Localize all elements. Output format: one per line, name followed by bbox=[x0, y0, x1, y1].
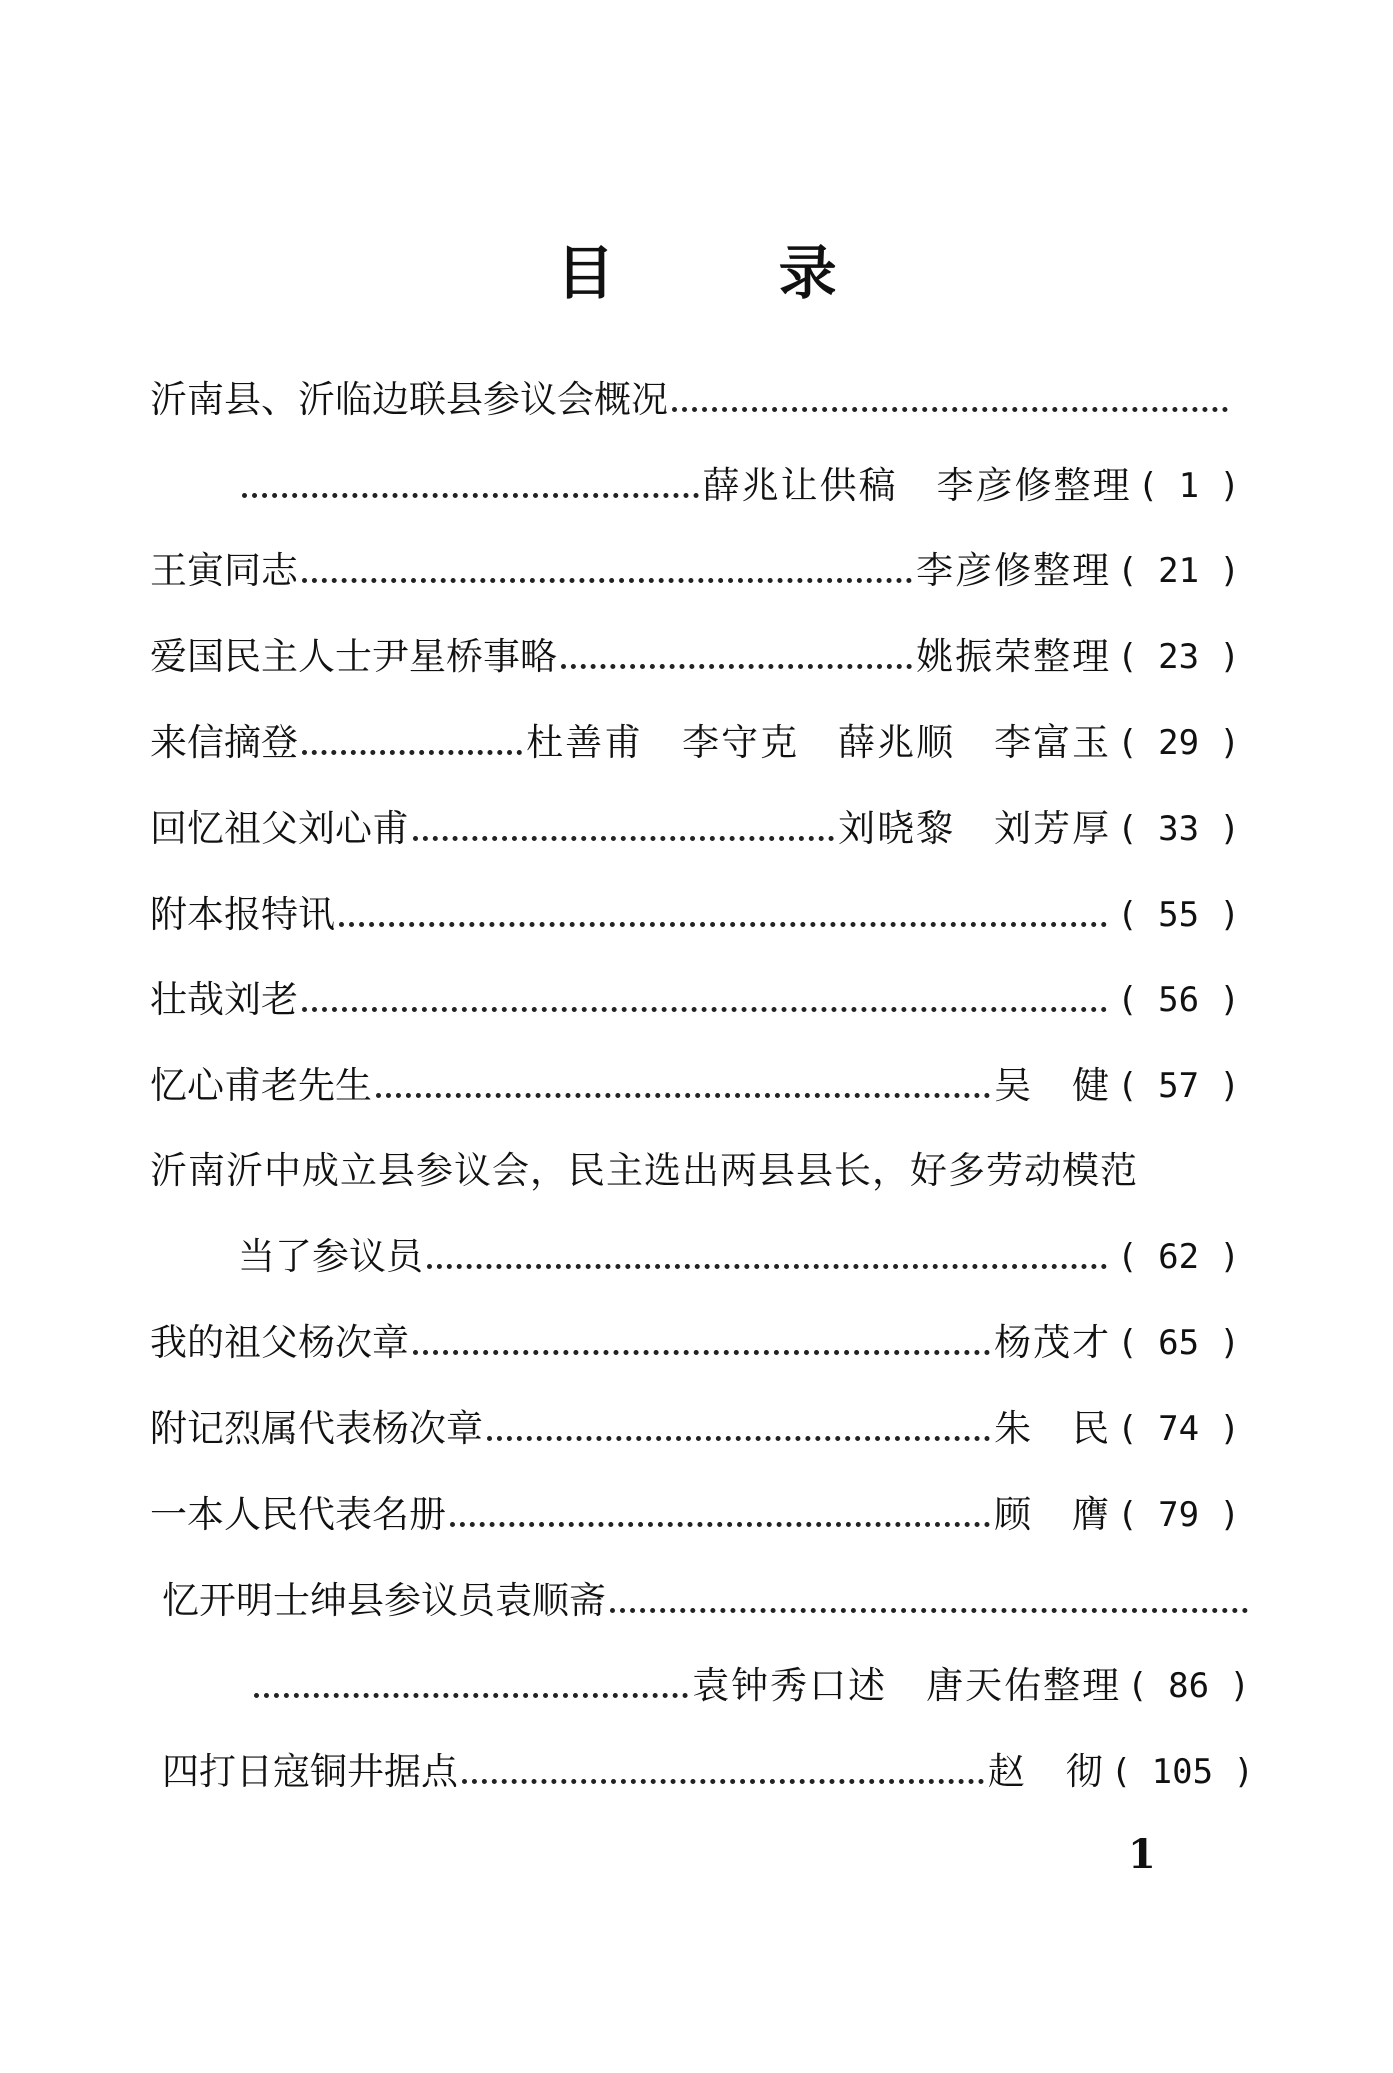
toc-entry-author: 顾 膺 bbox=[994, 1493, 1112, 1536]
toc-entry-author: 赵 彻 bbox=[987, 1750, 1105, 1793]
dot-leader bbox=[487, 1401, 990, 1457]
toc-entry-title: 来信摘登 bbox=[150, 721, 298, 764]
dot-leader bbox=[254, 1658, 688, 1714]
toc-entry-page: ( 86 ) bbox=[1127, 1666, 1250, 1706]
toc-entry-page: ( 56 ) bbox=[1117, 980, 1240, 1020]
toc-entry-title: 忆心甫老先生 bbox=[150, 1064, 372, 1107]
toc-entry-author: 吴 健 bbox=[994, 1064, 1112, 1107]
toc-entry-author: 杨茂才 bbox=[994, 1321, 1112, 1364]
toc-entry[interactable] bbox=[162, 1573, 1252, 1629]
toc-entry-page: ( 62 ) bbox=[1117, 1237, 1240, 1277]
dot-leader bbox=[450, 1487, 990, 1543]
toc-entry-page: ( 21 ) bbox=[1117, 551, 1240, 591]
dot-leader bbox=[302, 972, 1107, 1028]
toc-entry-title: 四打日寇铜井据点 bbox=[162, 1750, 458, 1793]
toc-entry-author: 李彦修整理 bbox=[916, 549, 1112, 592]
toc-entry-page: ( 65 ) bbox=[1117, 1323, 1240, 1363]
toc-entry-title: 壮哉刘老 bbox=[150, 978, 298, 1021]
dot-leader bbox=[462, 1744, 984, 1800]
dot-leader bbox=[302, 715, 522, 771]
dot-leader bbox=[242, 458, 699, 514]
toc-entry-title: 回忆祖父刘心甫 bbox=[150, 807, 409, 850]
toc-entry-author: 刘晓黎 刘芳厚 bbox=[838, 807, 1112, 850]
toc-entry-continuation[interactable] bbox=[238, 458, 1240, 514]
toc-entry-author: 杜善甫 李守克 薛兆顺 李富玉 bbox=[526, 721, 1112, 764]
dot-leader bbox=[672, 372, 1228, 428]
toc-entry-title: 沂南县、沂临边联县参议会概况 bbox=[150, 378, 668, 421]
toc-entry-page: ( 29 ) bbox=[1117, 723, 1240, 763]
toc-entry[interactable] bbox=[150, 629, 1240, 685]
toc-entry-page: ( 57 ) bbox=[1117, 1066, 1240, 1106]
toc-entry-title: 附本报特讯 bbox=[150, 893, 335, 936]
toc-entry-title: 我的祖父杨次章 bbox=[150, 1321, 409, 1364]
toc-entry-author: 袁钟秀口述 唐天佑整理 bbox=[692, 1664, 1122, 1707]
toc-entry-title: 忆开明士绅县参议员袁顺斋 bbox=[162, 1579, 606, 1622]
dot-leader bbox=[376, 1058, 990, 1114]
toc-entry[interactable] bbox=[150, 1143, 1250, 1199]
toc-entry-continuation[interactable] bbox=[250, 1658, 1250, 1714]
toc-entry-title: 附记烈属代表杨次章 bbox=[150, 1407, 483, 1450]
dot-leader bbox=[339, 887, 1107, 943]
dot-leader bbox=[413, 801, 834, 857]
toc-entry-author: 朱 民 bbox=[994, 1407, 1112, 1450]
toc-entry[interactable] bbox=[150, 715, 1240, 771]
toc-entry-author: 薛兆让供稿 李彦修整理 bbox=[702, 464, 1132, 507]
toc-entry-page: ( 55 ) bbox=[1117, 895, 1240, 935]
toc-entry-page: ( 1 ) bbox=[1137, 466, 1240, 506]
toc-entry-page: ( 79 ) bbox=[1117, 1495, 1240, 1535]
dot-leader bbox=[610, 1573, 1248, 1629]
toc-entry[interactable] bbox=[150, 801, 1240, 857]
toc-entry[interactable] bbox=[150, 1315, 1240, 1371]
toc-entry[interactable] bbox=[162, 1744, 1254, 1800]
toc-entry-page: ( 74 ) bbox=[1117, 1409, 1240, 1449]
toc-entry-title: 沂南沂中成立县参议会，民主选出两县县长，好多劳动模范 bbox=[150, 1149, 1138, 1192]
toc-entry[interactable] bbox=[150, 1058, 1240, 1114]
toc-entry-title: 王寅同志 bbox=[150, 549, 298, 592]
toc-entry-title: 一本人民代表名册 bbox=[150, 1493, 446, 1536]
page-number: 1 bbox=[1128, 1831, 1156, 1878]
toc-entry[interactable] bbox=[150, 887, 1240, 943]
toc-entry-page: ( 33 ) bbox=[1117, 809, 1240, 849]
dot-leader bbox=[561, 629, 912, 685]
toc-entry-page: ( 23 ) bbox=[1117, 637, 1240, 677]
page-title: 目 录 bbox=[556, 239, 909, 307]
toc-entry-continuation[interactable] bbox=[238, 1229, 1240, 1285]
toc-entry[interactable] bbox=[150, 372, 1232, 428]
toc-entry[interactable] bbox=[150, 543, 1240, 599]
toc-entry-page: ( 105 ) bbox=[1110, 1752, 1254, 1792]
dot-leader bbox=[427, 1229, 1107, 1285]
toc-entry-title: 当了参议员 bbox=[238, 1235, 423, 1278]
toc-entry[interactable] bbox=[150, 972, 1240, 1028]
dot-leader bbox=[302, 543, 912, 599]
toc-entry[interactable] bbox=[150, 1401, 1240, 1457]
toc-entry-title: 爱国民主人士尹星桥事略 bbox=[150, 635, 557, 678]
toc-entry-author: 姚振荣整理 bbox=[916, 635, 1112, 678]
dot-leader bbox=[413, 1315, 990, 1371]
toc-entry[interactable] bbox=[150, 1487, 1240, 1543]
